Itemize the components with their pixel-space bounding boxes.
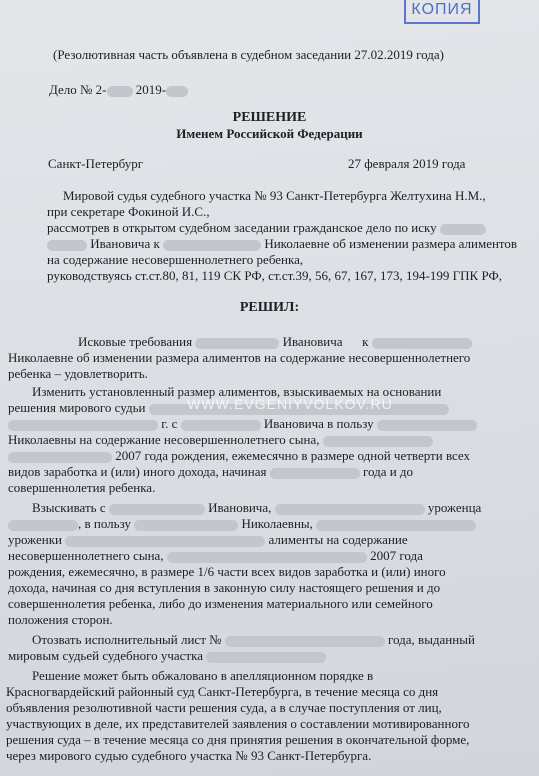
paragraph-3-line: совершеннолетия ребенка, либо до изменения материального или семейного — [8, 596, 433, 611]
redacted-block — [206, 652, 326, 663]
decision-date: 27 февраля 2019 года — [348, 156, 466, 171]
paragraph-3-line: уроженки алименты на содержание — [8, 532, 408, 547]
redacted-block — [323, 436, 433, 447]
paragraph-2-line: видов заработка и (или) иного дохода, начиная года и до — [8, 464, 414, 479]
redacted-block — [8, 420, 158, 431]
city: Санкт-Петербург — [48, 156, 144, 171]
redacted-block — [316, 520, 476, 531]
decided-heading: РЕШИЛ: — [239, 300, 300, 315]
paragraph-1-line: Николаевне об изменении размера алиментов на содержание несовершеннолетнего — [8, 350, 471, 365]
paragraph-3-line: рождения, ежемесячно, в размере 1/6 части всех видов заработка и (или) иного — [8, 564, 446, 579]
redacted-block — [270, 468, 360, 479]
redacted-block — [166, 86, 188, 97]
redacted-block — [47, 240, 87, 251]
redacted-block — [225, 636, 385, 647]
paragraph-5-line: Красногвардейский районный суд Санкт-Петербурга, в течение месяца со дня — [6, 684, 439, 699]
redacted-block — [377, 420, 477, 431]
paragraph-1-line: Исковые требования Ивановича к — [78, 334, 472, 350]
copy-stamp: КОПИЯ — [404, 0, 480, 24]
redacted-block — [275, 504, 425, 515]
announcement-line: (Резолютивная часть объявлена в судебном заседании 27.02.2019 года) — [53, 47, 444, 62]
redacted-block — [181, 420, 261, 431]
case-number: Дело № 2- 2019- — [49, 82, 188, 98]
document-title: РЕШЕНИЕ — [232, 110, 307, 125]
intro-line: на содержание несовершеннолетнего ребенка, — [47, 252, 304, 267]
paragraph-2-line: Николаевны на содержание несовершеннолетнего сына, — [8, 432, 433, 448]
paragraph-5-line: участвующих в деле, их представителей заявления о составлении мотивированного — [6, 716, 470, 731]
paragraph-4-line: Отозвать исполнительный лист № года, выданный — [32, 632, 475, 647]
document-subtitle: Именем Российской Федерации — [176, 126, 363, 141]
paragraph-3-line: несовершеннолетнего сына, 2007 года — [8, 548, 423, 563]
paragraph-1-line: ребенка – удовлетворить. — [8, 366, 148, 381]
paragraph-5-line: объявления резолютивной части решения суда, а в случае поступления от лиц, — [6, 700, 442, 715]
paragraph-2-line: г. с Ивановича в пользу — [8, 416, 477, 432]
paragraph-3-line: положения сторон. — [8, 612, 113, 627]
redacted-block — [65, 536, 265, 547]
paragraph-3-line: Взыскивать с Ивановича, уроженца — [32, 500, 482, 515]
paragraph-2-line: решения мирового судьи — [8, 400, 449, 416]
intro-line: руководствуясь ст.ст.80, 81, 119 СК РФ, ст.ст.39, 56, 67, 167, 173, 194-199 ГПК РФ, — [47, 268, 502, 283]
redacted-block — [440, 224, 486, 235]
redacted-block — [8, 520, 78, 531]
redacted-block — [8, 452, 112, 463]
redacted-block — [107, 86, 133, 97]
paragraph-3-line: дохода, начиная со дня вступления в законную силу настоящего решения и до — [8, 580, 441, 595]
paragraph-5-line: через мирового судью судебного участка № 93 Санкт-Петербурга. — [6, 748, 372, 763]
redacted-block — [109, 504, 205, 515]
watermark: WWW.EVGENIYVOLKOV.RU — [187, 396, 393, 412]
intro-line: Мировой судья судебного участка № 93 Санкт-Петербурга Желтухина Н.М., — [63, 188, 486, 203]
paragraph-4-line: мировым судьей судебного участка — [8, 648, 326, 664]
redacted-block — [163, 240, 261, 251]
paragraph-5-line: Решение может быть обжаловано в апелляционном порядке в — [32, 668, 374, 683]
paragraph-3-line: , в пользу Николаевны, — [8, 516, 476, 532]
redacted-block — [134, 520, 238, 531]
paragraph-5-line: решения суда – в течение месяца со дня принятия решения в окончательной форме, — [6, 732, 470, 747]
paragraph-2-line: совершеннолетия ребенка. — [8, 480, 156, 495]
redacted-block — [167, 552, 367, 563]
redacted-block — [195, 338, 279, 349]
paragraph-2-line: Изменить установленный размер алиментов, взыскиваемых на основании — [32, 384, 442, 399]
intro-line: Ивановича к Николаевне об изменении размера алиментов — [47, 236, 517, 252]
redacted-block — [372, 338, 472, 349]
intro-line: при секретаре Фокиной И.С., — [47, 204, 210, 219]
paragraph-2-line: 2007 года рождения, ежемесячно в размере одной четверти всех — [8, 448, 470, 464]
intro-line: рассмотрев в открытом судебном заседании гражданское дело по иску — [47, 220, 486, 236]
